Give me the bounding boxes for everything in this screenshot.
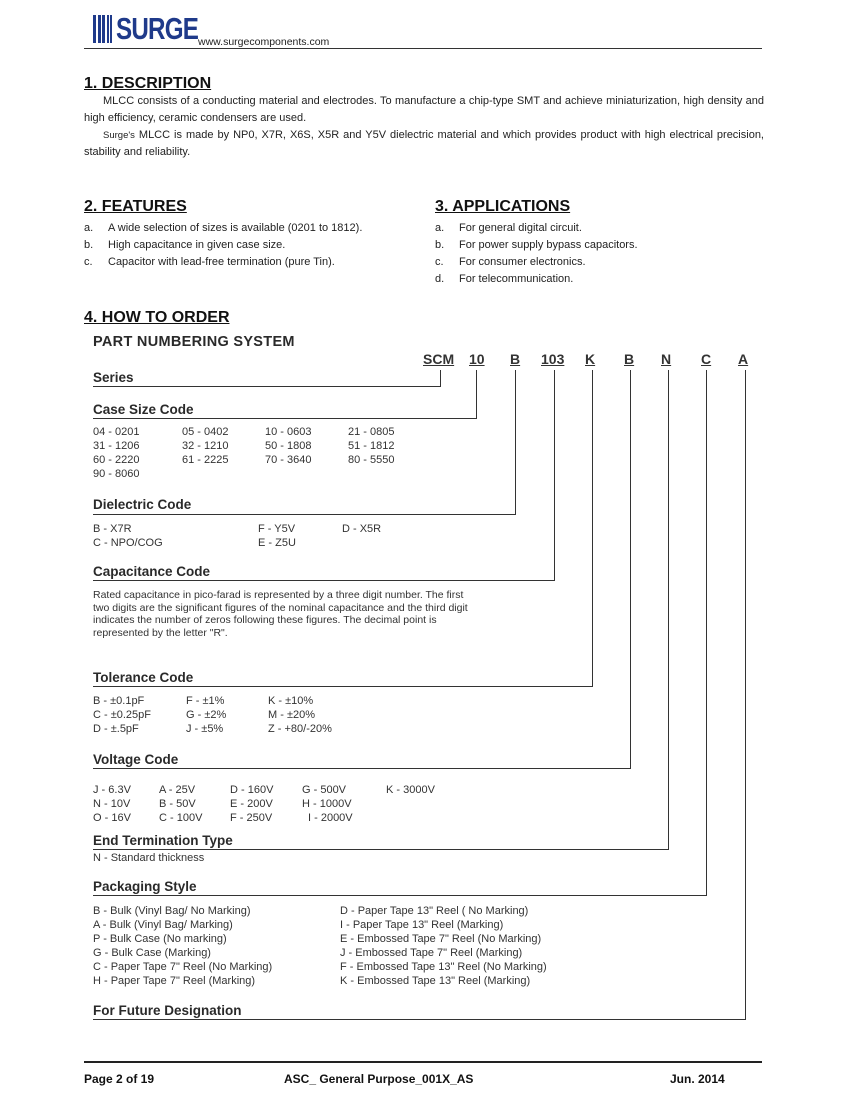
code-series: SCM	[423, 351, 455, 367]
table-row: 31 - 1206 32 - 1210 50 - 1808 51 - 1812	[93, 440, 395, 452]
list-item: b. For power supply bypass capacitors.	[435, 239, 638, 251]
dielectric-values	[93, 522, 381, 550]
list-item: d. For telecommunication.	[435, 273, 574, 285]
applications-title: 3. APPLICATIONS	[435, 198, 571, 215]
header-divider	[84, 48, 762, 49]
list-item: I - Paper Tape 13" Reel (Marking)	[340, 919, 504, 931]
surge-prefix: Surge's	[103, 130, 135, 141]
footer-page: Page 2 of 19	[84, 1072, 155, 1086]
case-size-label: Case Size Code	[93, 402, 194, 417]
applications-list	[435, 220, 638, 288]
features-title: 2. FEATURES	[84, 198, 187, 215]
connector-line	[630, 370, 631, 768]
footer-doc-id: ASC_ General Purpose_001X_AS	[284, 1072, 474, 1086]
footer-divider	[84, 1061, 762, 1063]
table-row: N - 10V B - 50V E - 200V H - 1000V	[93, 798, 352, 810]
series-underline	[93, 386, 441, 387]
case-size-underline	[93, 418, 477, 419]
table-row: B - X7R F - Y5V D - X5R	[93, 523, 382, 535]
packaging-underline	[93, 895, 707, 896]
table-row: 04 - 0201 05 - 0402 10 - 0603 21 - 0805	[93, 426, 395, 438]
connector-line	[515, 370, 516, 515]
connector-line	[706, 370, 707, 895]
capacitance-label: Capacitance Code	[93, 564, 211, 579]
connector-line	[440, 370, 441, 386]
connector-line	[592, 370, 593, 686]
features-list	[84, 220, 362, 271]
description-title: 1. DESCRIPTION	[84, 75, 212, 92]
packaging-right-list	[340, 904, 547, 988]
list-item: G - Bulk Case (Marking)	[93, 947, 211, 959]
code-voltage: B	[624, 351, 635, 367]
list-item: c. For consumer electronics.	[435, 256, 586, 268]
list-item: K - Embossed Tape 13" Reel (Marking)	[340, 975, 531, 987]
capacitance-underline	[93, 580, 555, 581]
code-packaging: C	[701, 351, 712, 367]
list-item: c. Capacitor with lead-free termination (pure Tin).	[84, 256, 335, 268]
list-item: C - Paper Tape 7" Reel (No Marking)	[93, 961, 273, 973]
description-para-2	[84, 127, 764, 161]
termination-label: End Termination Type	[93, 833, 233, 848]
case-size-values	[93, 425, 394, 481]
connector-line	[476, 370, 477, 418]
packaging-left-list	[93, 904, 272, 988]
termination-underline	[93, 849, 669, 850]
code-tolerance: K	[585, 351, 596, 367]
logo-bars-icon	[93, 13, 114, 43]
list-item: E - Embossed Tape 7" Reel (No Marking)	[340, 933, 542, 945]
voltage-underline	[93, 768, 631, 769]
future-designation-label: For Future Designation	[93, 1003, 242, 1018]
list-item: D - Paper Tape 13" Reel ( No Marking)	[340, 905, 529, 917]
dielectric-underline	[93, 514, 516, 515]
description-para-2-text: MLCC is made by NP0, X7R, X6S, X5R and Y5V dielectric material and which provides product with high electrical precision, stability and reliability.	[84, 129, 764, 158]
code-capacitance: 103	[541, 351, 565, 367]
packaging-label: Packaging Style	[93, 879, 197, 894]
list-item: P - Bulk Case (No marking)	[93, 933, 227, 945]
tolerance-underline	[93, 686, 593, 687]
footer-date: Jun. 2014	[670, 1072, 725, 1086]
list-item: b. High capacitance in given case size.	[84, 239, 286, 251]
code-future: A	[738, 351, 749, 367]
series-label: Series	[93, 370, 134, 385]
list-item: B - Bulk (Vinyl Bag/ No Marking)	[93, 905, 251, 917]
list-item: J - Embossed Tape 7" Reel (Marking)	[340, 947, 523, 959]
list-item: H - Paper Tape 7" Reel (Marking)	[93, 975, 256, 987]
voltage-values	[93, 783, 435, 825]
list-item: A - Bulk (Vinyl Bag/ Marking)	[93, 919, 233, 931]
dielectric-label: Dielectric Code	[93, 497, 192, 512]
table-row: 60 - 2220 61 - 2225 70 - 3640 80 - 5550	[93, 454, 395, 466]
table-row: 90 - 8060	[93, 468, 140, 480]
tolerance-values	[93, 694, 332, 736]
how-to-order-title: 4. HOW TO ORDER	[84, 309, 230, 326]
logo-text: SURGE	[115, 11, 198, 46]
voltage-label: Voltage Code	[93, 752, 179, 767]
termination-value: N - Standard thickness	[93, 852, 205, 864]
code-dielectric: B	[510, 351, 521, 367]
capacitance-description: Rated capacitance in pico-farad is represented by a three digit number. The first two digits are the significant figures of the nominal capacitance and the third digit indicates the number of zeros following these figures. The decimal point is represented by the letter "R".	[93, 589, 468, 639]
tolerance-label: Tolerance Code	[93, 670, 194, 685]
table-row: J - 6.3V A - 25V D - 160V G - 500V K - 3000V	[93, 784, 435, 796]
code-case-size: 10	[469, 351, 485, 367]
description-para-1: MLCC consists of a conducting material and electrodes. To manufacture a chip-type SMT and achieve miniaturization, high density and high efficiency, ceramic condensers are used.	[84, 95, 764, 124]
table-row: O - 16V C - 100V F - 250V I - 2000V	[93, 812, 353, 824]
table-row: B - ±0.1pF F - ±1% K - ±10%	[93, 695, 314, 707]
future-underline	[93, 1019, 746, 1020]
connector-line	[668, 370, 669, 850]
connector-line	[745, 370, 746, 1020]
list-item: F - Embossed Tape 13" Reel (No Marking)	[340, 961, 547, 973]
part-numbering-title: PART NUMBERING SYSTEM	[93, 334, 295, 350]
code-termination: N	[661, 351, 672, 367]
table-row: C - ±0.25pF G - ±2% M - ±20%	[93, 709, 315, 721]
table-row: D - ±.5pF J - ±5% Z - +80/-20%	[93, 723, 332, 735]
list-item: a. For general digital circuit.	[435, 222, 582, 234]
site-url[interactable]: www.surgecomponents.com	[198, 36, 330, 48]
list-item: a. A wide selection of sizes is available (0201 to 1812).	[84, 222, 363, 234]
table-row: C - NPO/COG E - Z5U	[93, 537, 296, 549]
connector-line	[554, 370, 555, 580]
